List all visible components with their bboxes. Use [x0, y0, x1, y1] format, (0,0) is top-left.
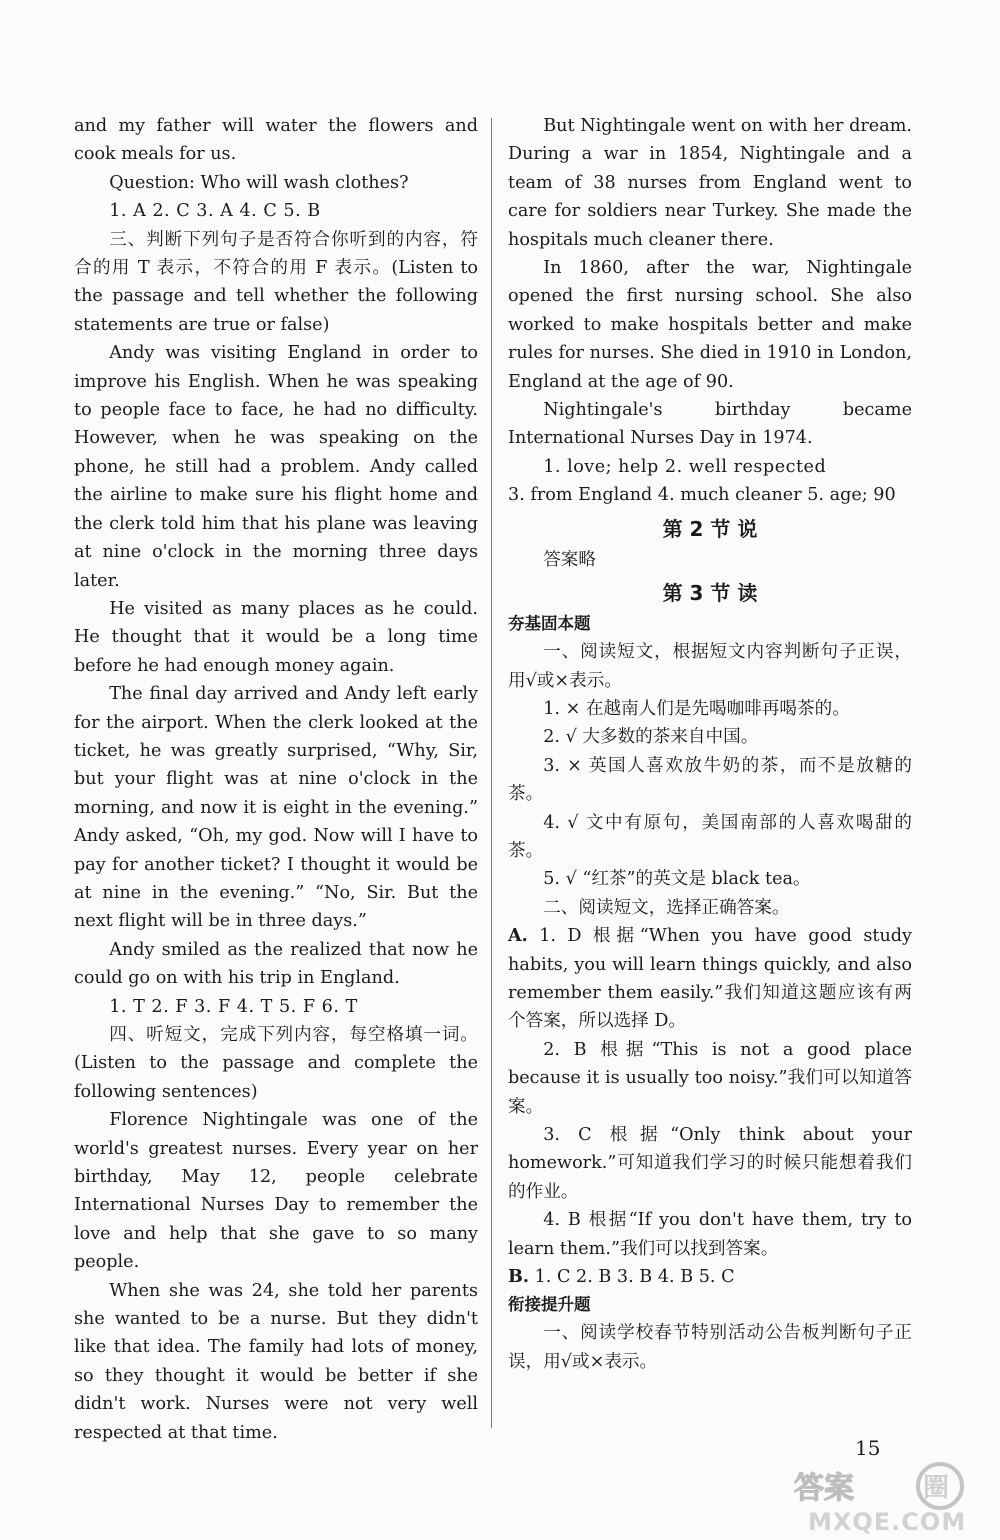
left-column	[74, 112, 478, 1447]
paragraph: But Nightingale went on with her dream. During a war in 1854, Nightingale and a team of 38 nurses from England went to care for soldiers near Turkey. She made the hospitals much cleaner there.	[508, 116, 912, 250]
answer-line: 2. B 根据“This is not a good place because it is usually too noisy.”我们可以知道答案。	[508, 1039, 912, 1117]
answer-line: 5. √ “红茶”的英文是 black tea。	[543, 869, 811, 890]
answer-line	[508, 1263, 912, 1291]
svg-text:MXQE.COM: MXQE.COM	[808, 1508, 967, 1536]
section-instruction: 四、听短文，完成下列内容，每空格填一词。(Listen to the passage and complete the following sentences)	[74, 1025, 478, 1102]
column-divider	[491, 118, 492, 1428]
answer-line: 1. × 在越南人们是先喝咖啡再喝茶的。	[543, 698, 850, 719]
paragraph: Andy was visiting England in order to improve his English. When he was speaking to people face to face, he had no difficulty. However, when he was speaking on the phone, he still had a problem. Andy called the airline to make sure his flight home and the clerk told him that his plane was leaving at nine o'clock in the morning three days later.	[74, 343, 478, 591]
paragraph: In 1860, after the war, Nightingale opened the first nursing school. She also worked to make hospitals better and make rules for nurses. She died in 1910 in London, England at the age of 90.	[508, 258, 912, 392]
paragraph: Andy smiled as the realized that now he could go on with his trip in England.	[74, 939, 478, 989]
answer-line: 4. √ 文中有原句，美国南部的人喜欢喝甜的茶。	[508, 812, 912, 861]
answer-line: 2. √ 大多数的茶来自中国。	[543, 727, 759, 748]
watermark-logo	[790, 1462, 995, 1536]
answer-text: 1. D 根据“When you have good study habits, you will learn things quickly, and also remember them easily.”我们知道这题应该有两个答案，所以选择 D。	[508, 926, 912, 1032]
paragraph: He visited as many places as he could. He thought that it would be a long time before he had enough money again.	[74, 598, 478, 676]
question-line: Question: Who will wash clothes?	[109, 172, 409, 193]
section-instruction: 一、阅读学校春节特别活动公告板判断句子正误，用√或×表示。	[508, 1323, 912, 1372]
paragraph: and my father will water the flowers and cook meals for us.	[74, 116, 478, 165]
answer-line: 3. × 英国人喜欢放牛奶的茶，而不是放糖的茶。	[508, 755, 912, 805]
answer-line: 答案略	[543, 549, 596, 570]
answer-line: 3. from England 4. much cleaner 5. age; 90	[508, 485, 896, 506]
right-column	[508, 112, 912, 1376]
answer-line	[508, 922, 912, 1036]
group-label: B.	[508, 1266, 529, 1288]
answer-line: 1. love; help 2. well respected	[543, 456, 827, 477]
answer-line: 3. C 根据“Only think about your homework.”可知道我们学习的时候只能想着我们的作业。	[508, 1125, 912, 1202]
paragraph: When she was 24, she told her parents she wanted to be a nurse. But they didn't like that idea. The family had lots of money, so they thought it would be better if she didn't work. Nurses were not very well respected at that time.	[74, 1280, 478, 1443]
page-number: 15	[855, 1436, 881, 1460]
subsection-heading: 夯基固本题	[508, 614, 591, 634]
answer-line: 1. A 2. C 3. A 4. C 5. B	[109, 201, 321, 222]
answer-line: 1. T 2. F 3. F 4. T 5. F 6. T	[109, 996, 358, 1017]
section-heading: 第 2 节 说	[662, 516, 758, 541]
svg-text:答案: 答案	[794, 1471, 854, 1506]
answer-text: 1. C 2. B 3. B 4. B 5. C	[534, 1267, 735, 1288]
section-instruction: 一、阅读短文，根据短文内容判断句子正误，用√或×表示。	[508, 642, 912, 691]
watermark-logo-icon	[790, 1462, 995, 1536]
section-instruction: 三、判断下列句子是否符合你听到的内容，符合的用 T 表示，不符合的用 F 表示。(Listen to the passage and tell whether the following statements are true or false)	[74, 229, 478, 335]
group-label: A.	[508, 925, 528, 947]
paragraph: Nightingale's birthday became International Nurses Day in 1974.	[508, 400, 912, 449]
paragraph: The final day arrived and Andy left early for the airport. When the clerk looked at the ticket, he was greatly surprised, “Why, Sir, but your flight was at nine o'clock in the morning, and now it is eight in the evening.” Andy asked, “Oh, my god. Now will I have to pay for another ticket? I thought it would be at nine in the evening.” “No, Sir. But the next flight will be in three days.”	[74, 684, 478, 932]
answer-line: 4. B 根据“If you don't have them, try to learn them.”我们可以找到答案。	[508, 1210, 912, 1259]
section-heading: 第 3 节 读	[662, 581, 758, 606]
svg-text:圈: 圈	[923, 1473, 950, 1503]
section-instruction: 二、阅读短文，选择正确答案。	[543, 897, 790, 918]
paragraph: Florence Nightingale was one of the world's greatest nurses. Every year on her birthday, May 12, people celebrate International Nurses Day to remember the love and help that she gave to so many people.	[74, 1110, 478, 1273]
subsection-heading: 衔接提升题	[508, 1295, 591, 1315]
